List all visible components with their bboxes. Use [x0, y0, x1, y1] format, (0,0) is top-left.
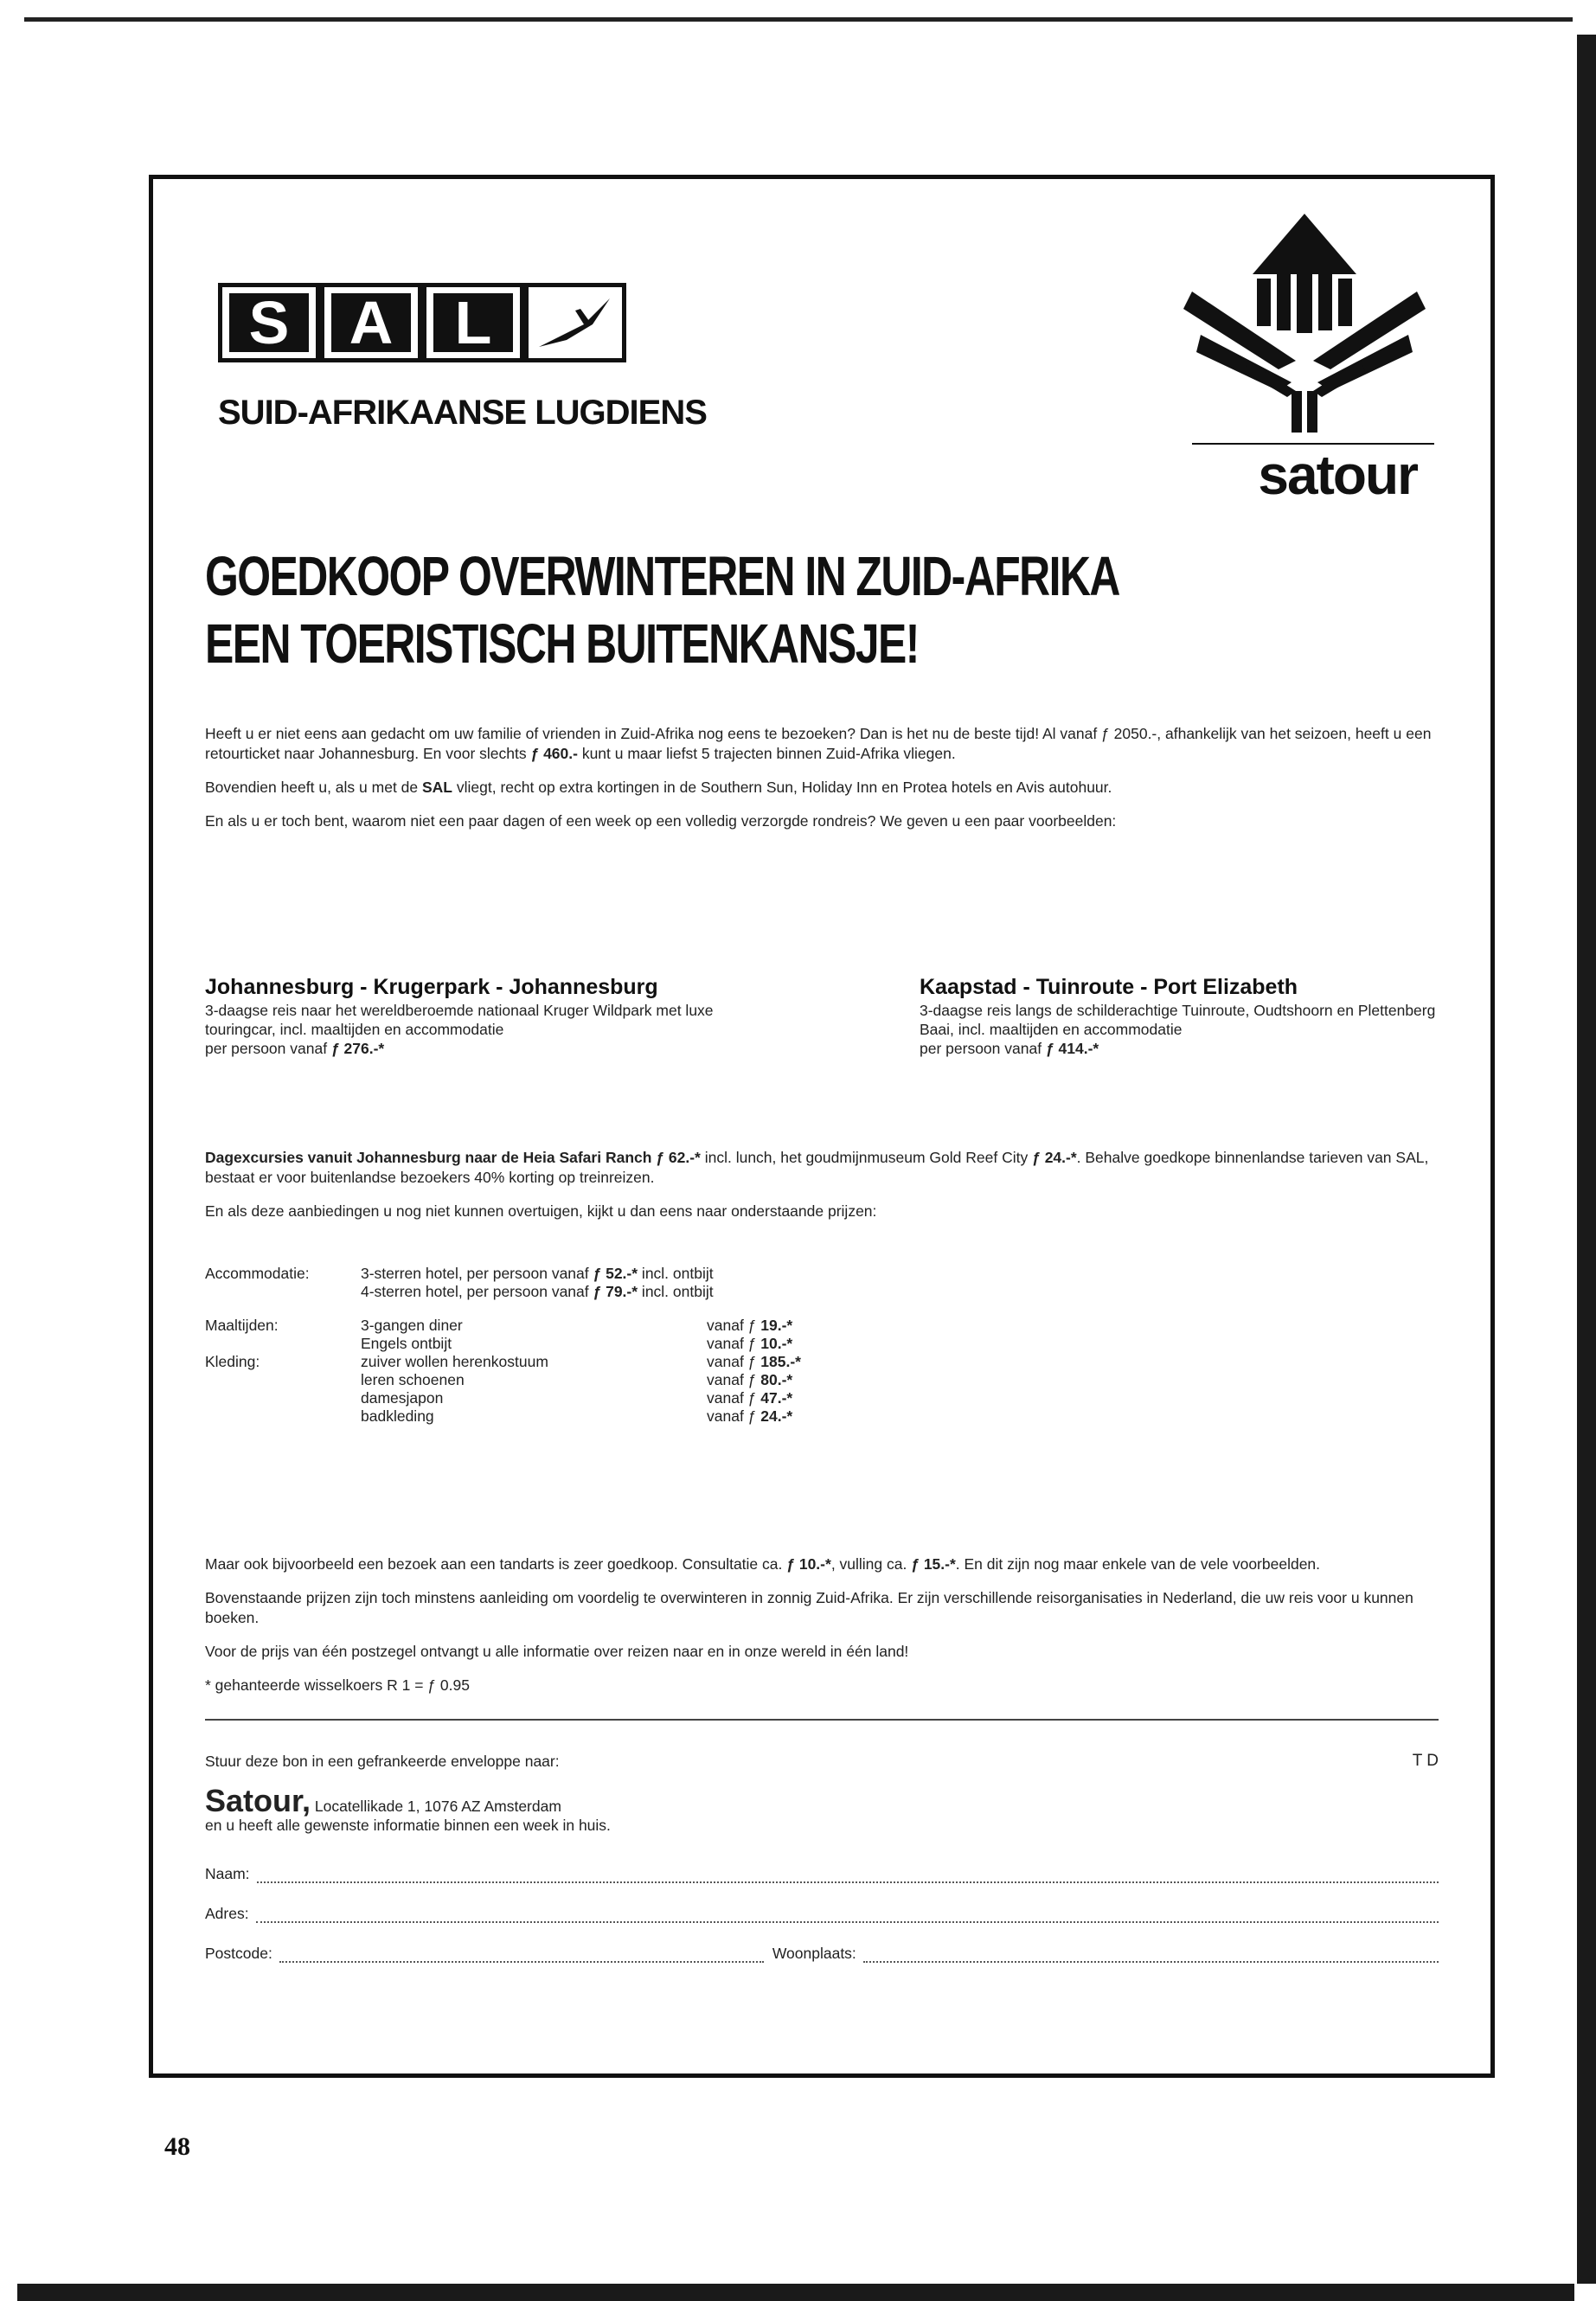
closing-paragraph-2: Bovenstaande prijzen zijn toch minstens aanleiding om voordelig te overwinteren in zonnig Zuid-Afrika. Er zijn verschillende reisorganisaties in Nederland, die uw reis voor u kunnen boeken. [205, 1589, 1413, 1626]
advertisement-content [205, 179, 1439, 2073]
sal-logo [218, 283, 626, 362]
coupon-address: Satour, Locatellikade 1, 1076 AZ Amsterdam [205, 1783, 561, 1818]
excursions-paragraph: Dagexcursies vanuit Johannesburg naar de Heia Safari Ranch ƒ 62.-* incl. lunch, het goudmijnmuseum Gold Reef City ƒ 24.-*. Behalve goedkope binnenlandse tarieven van SAL, bestaat er voor buitenlandse bezoekers 40% korting op treinreizen. [205, 1149, 1429, 1186]
postcode-woonplaats-field[interactable] [205, 1923, 1439, 1963]
sal-letter-l: L [422, 283, 524, 362]
price-item: leren schoenen [361, 1371, 465, 1388]
excursions-text [205, 1148, 1439, 1235]
tour-description: 3-daagse reis naar het wereldberoemde nationaal Kruger Wildpark met luxe touringcar, incl. maaltijden en accommodatie [205, 1002, 714, 1038]
sal-letter-a: A [320, 283, 422, 362]
price-row [205, 1407, 854, 1426]
tour-description: 3-daagse reis langs de schilderachtige Tuinroute, Oudtshoorn en Plettenberg Baai, incl. maaltijden en accommodatie [920, 1002, 1436, 1038]
closing-text [205, 1554, 1439, 1709]
woonplaats-label: Woonplaats: [772, 1945, 856, 1962]
tour-kaapstad [920, 975, 1439, 1058]
naam-field[interactable] [205, 1843, 1439, 1883]
price-value: vanaf ƒ 47.-* [707, 1389, 793, 1407]
accommodation-row-2: 4-sterren hotel, per persoon vanaf ƒ 79.-* incl. ontbijt [361, 1283, 714, 1300]
intro-paragraph-1: Heeft u er niet eens aan gedacht om uw familie of vrienden in Zuid-Afrika nog eens te bezoeken? Dan is het nu de beste tijd! Al vanaf ƒ 2050.-, afhankelijk van het seizoen, heeft u een retourticket naar Johannesburg. En voor slechts ƒ 460.- kunt u maar liefst 5 trajecten binnen Zuid-Afrika vliegen. [205, 725, 1432, 762]
satour-wordmark: satour [1258, 444, 1417, 506]
headline-line-2: EEN TOERISTISCH BUITENKANSJE! [205, 612, 919, 675]
price-item: badkleding [361, 1407, 434, 1425]
tour-title: Johannesburg - Krugerpark - Johannesburg [205, 975, 658, 999]
scan-edge-right [1577, 35, 1596, 2284]
intro-paragraph-2: Bovendien heeft u, als u met de SAL vliegt, recht op extra kortingen in de Southern Sun, Holiday Inn en Protea hotels en Avis autohuur. [205, 779, 1112, 796]
exchange-rate-footnote: * gehanteerde wisselkoers R 1 = ƒ 0.95 [205, 1676, 470, 1694]
tour-price: per persoon vanaf ƒ 276.-* [205, 1040, 385, 1057]
page-number: 48 [164, 2132, 190, 2161]
tour-price: per persoon vanaf ƒ 414.-* [920, 1040, 1099, 1057]
closing-paragraph-1: Maar ook bijvoorbeeld een bezoek aan een tandarts is zeer goedkoop. Consultatie ca. ƒ 10.-*, vulling ca. ƒ 15.-*. En dit zijn nog maar enkele van de vele voorbeelden. [205, 1555, 1321, 1573]
intro-paragraph-3: En als u er toch bent, waarom niet een paar dagen of een week op een volledig verzorgde rondreis? We geven u een paar voorbeelden: [205, 812, 1117, 830]
coupon-separator [205, 1719, 1439, 1721]
coupon-code: T D [1412, 1752, 1439, 1770]
price-value: vanaf ƒ 24.-* [707, 1407, 793, 1425]
price-value: vanaf ƒ 185.-* [707, 1353, 801, 1370]
price-list [205, 1265, 854, 1426]
price-row [205, 1353, 854, 1371]
advertisement-frame [149, 175, 1495, 2078]
intro-text [205, 724, 1439, 845]
price-category: Kleding: [205, 1353, 260, 1370]
scan-edge-bottom [17, 2284, 1574, 2301]
accommodation-label: Accommodatie: [205, 1265, 310, 1282]
price-rows [205, 1317, 854, 1426]
price-category [205, 1407, 361, 1426]
tour-johannesburg [205, 975, 724, 1058]
tour-examples [205, 975, 1439, 1058]
price-item: 3-gangen diner [361, 1317, 463, 1334]
headline-line-1: GOEDKOOP OVERWINTEREN IN ZUID-AFRIKA [205, 545, 1119, 607]
headline [205, 542, 1119, 677]
springbok-icon [524, 283, 626, 362]
adres-label: Adres: [205, 1905, 249, 1922]
price-row [205, 1389, 854, 1407]
convince-paragraph: En als deze aanbiedingen u nog niet kunnen overtuigen, kijkt u dan eens naar onderstaande prijzen: [205, 1202, 877, 1220]
price-category [205, 1371, 361, 1389]
tour-title: Kaapstad - Tuinroute - Port Elizabeth [920, 975, 1298, 999]
price-value: vanaf ƒ 80.-* [707, 1371, 793, 1388]
protea-icon [1175, 214, 1434, 443]
price-row [205, 1371, 854, 1389]
naam-label: Naam: [205, 1865, 250, 1882]
closing-paragraph-3: Voor de prijs van één postzegel ontvangt u alle informatie over reizen naar en in onze wereld in één land! [205, 1643, 909, 1660]
price-item: zuiver wollen herenkostuum [361, 1353, 548, 1370]
price-item: damesjapon [361, 1389, 444, 1407]
price-row [205, 1335, 854, 1353]
price-value: vanaf ƒ 19.-* [707, 1317, 793, 1334]
price-item: Engels ontbijt [361, 1335, 452, 1352]
coupon [205, 1736, 1439, 1963]
scan-edge-top [24, 17, 1573, 22]
price-category: Maaltijden: [205, 1317, 279, 1334]
sal-tagline: SUID-AFRIKAANSE LUGDIENS [218, 394, 707, 432]
price-row [205, 1317, 854, 1335]
coupon-instruction: Stuur deze bon in een gefrankeerde enveloppe naar: [205, 1753, 560, 1770]
price-category [205, 1389, 361, 1407]
price-category [205, 1335, 361, 1353]
coupon-note: en u heeft alle gewenste informatie binnen een week in huis. [205, 1817, 611, 1834]
postcode-label: Postcode: [205, 1945, 272, 1962]
adres-field[interactable] [205, 1883, 1439, 1923]
accommodation-row-1: Accommodatie: 3-sterren hotel, per persoon vanaf ƒ 52.-* incl. ontbijt [205, 1265, 714, 1282]
price-value: vanaf ƒ 10.-* [707, 1335, 793, 1352]
sal-letter-s: S [218, 283, 320, 362]
